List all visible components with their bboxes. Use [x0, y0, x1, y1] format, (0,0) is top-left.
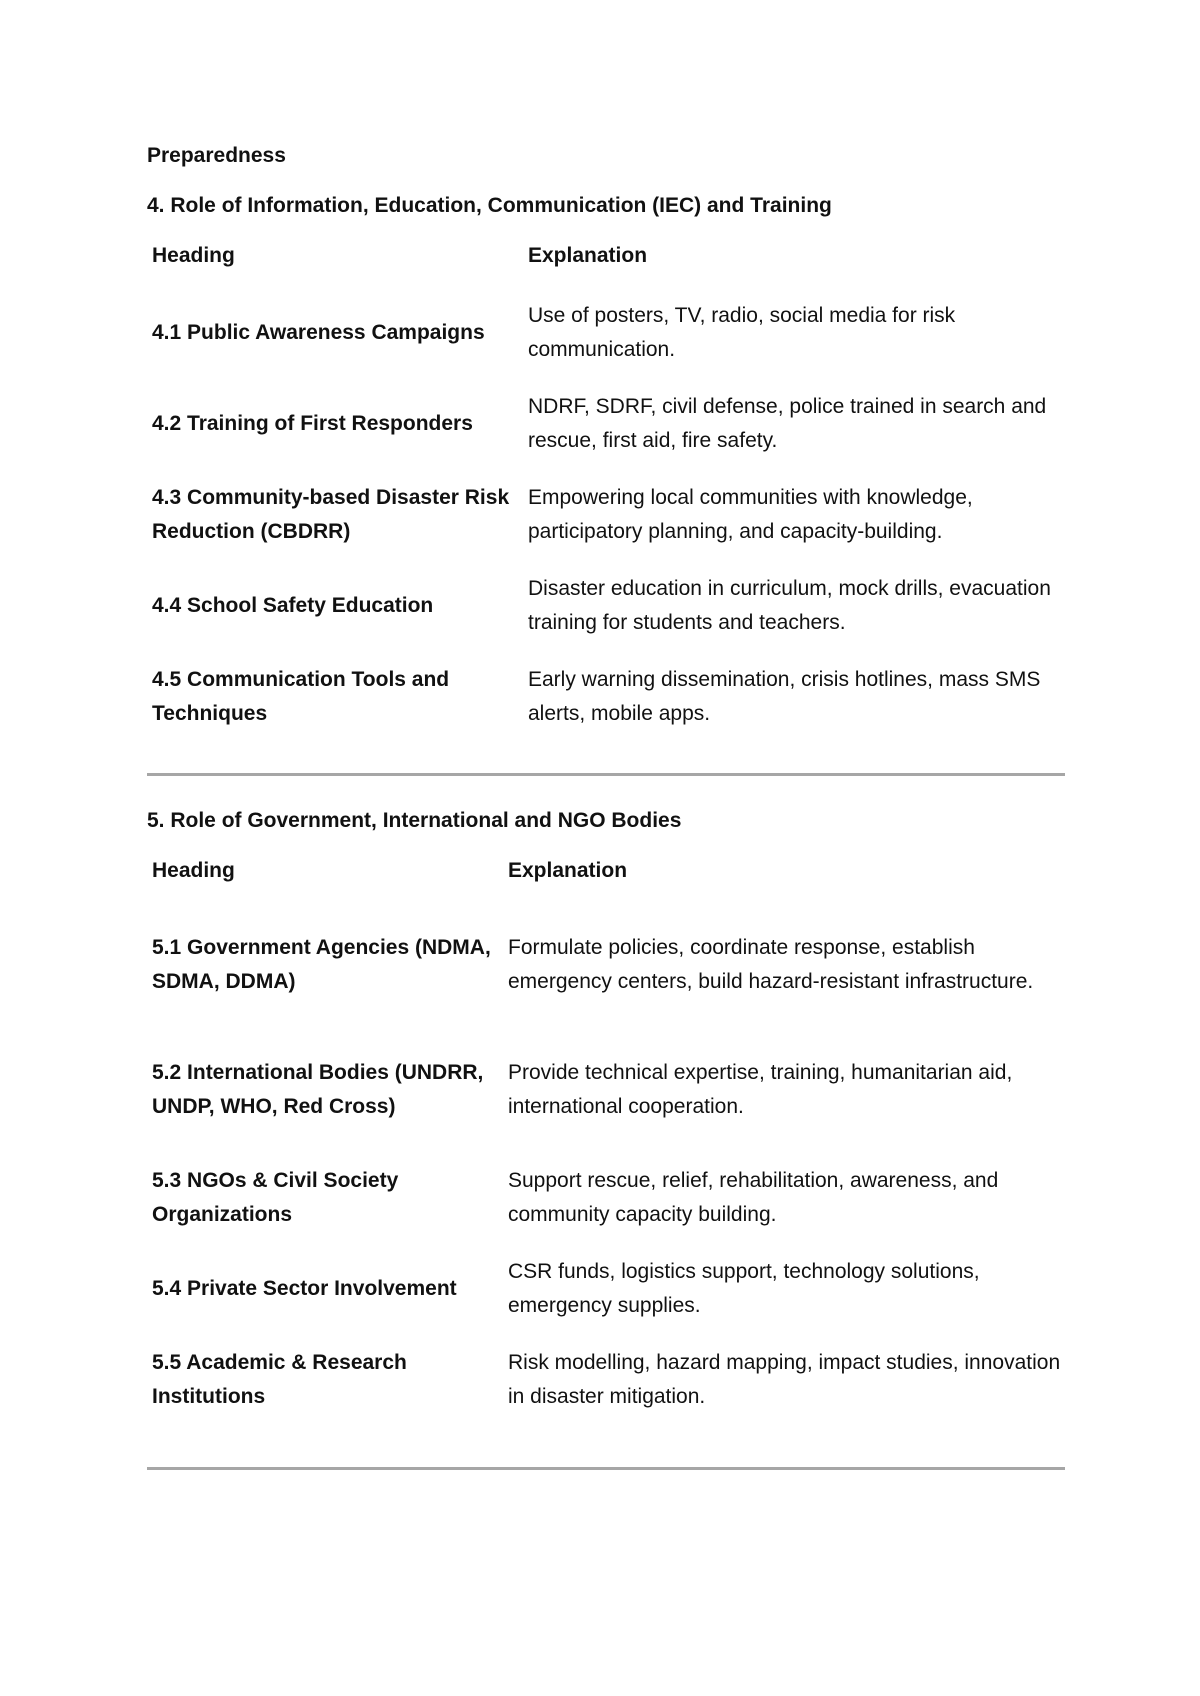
row-heading: 4.2 Training of First Responders [152, 411, 473, 435]
row-heading: 4.1 Public Awareness Campaigns [152, 320, 485, 344]
section-4-title: 4. Role of Information, Education, Communication (IEC) and Training [147, 194, 832, 217]
row-explanation: Use of posters, TV, radio, social media for risk communication. [528, 303, 956, 361]
row-heading: 5.3 NGOs & Civil Society Organizations [152, 1168, 399, 1226]
document-page [147, 143, 1065, 1470]
section-divider [147, 1467, 1065, 1470]
row-heading: 5.2 International Bodies (UNDRR, UNDP, WHO, Red Cross) [152, 1060, 484, 1118]
row-explanation: CSR funds, logistics support, technology solutions, emergency supplies. [508, 1259, 980, 1317]
section-divider [147, 773, 1065, 776]
row-heading: 5.5 Academic & Research Institutions [152, 1350, 407, 1408]
row-explanation: Early warning dissemination, crisis hotlines, mass SMS alerts, mobile apps. [528, 667, 1041, 725]
table-row [147, 560, 1065, 651]
table-row [147, 287, 1065, 378]
column-header-heading: Heading [152, 244, 235, 267]
row-heading: 4.5 Communication Tools and Techniques [152, 667, 450, 725]
table-header-row [147, 233, 1065, 287]
preparedness-label: Preparedness [147, 144, 286, 167]
row-explanation: Risk modelling, hazard mapping, impact studies, innovation in disaster mitigation. [508, 1350, 1061, 1408]
row-heading: 5.1 Government Agencies (NDMA, SDMA, DDMA) [152, 935, 491, 993]
section-5-title: 5. Role of Government, International and NGO Bodies [147, 809, 682, 832]
row-explanation: NDRF, SDRF, civil defense, police trained in search and rescue, first aid, fire safety. [528, 394, 1047, 452]
table-row [147, 378, 1065, 469]
row-heading: 4.3 Community-based Disaster Risk Reduction (CBDRR) [152, 485, 510, 543]
table-row [147, 902, 1065, 1027]
table-row [147, 1027, 1065, 1152]
row-explanation: Support rescue, relief, rehabilitation, awareness, and community capacity building. [508, 1168, 999, 1226]
row-explanation: Provide technical expertise, training, humanitarian aid, international cooperation. [508, 1060, 1013, 1118]
row-explanation: Disaster education in curriculum, mock drills, evacuation training for students and teachers. [528, 576, 1051, 634]
row-explanation: Empowering local communities with knowledge, participatory planning, and capacity-building. [528, 485, 973, 543]
table-row [147, 651, 1065, 742]
row-explanation: Formulate policies, coordinate response, establish emergency centers, build hazard-resistant infrastructure. [508, 935, 1034, 993]
section-4-table [147, 233, 1065, 742]
row-heading: 4.4 School Safety Education [152, 593, 434, 617]
table-row [147, 469, 1065, 560]
table-row [147, 1152, 1065, 1243]
column-header-explanation: Explanation [528, 244, 648, 267]
table-header-row [147, 848, 1065, 902]
table-row [147, 1243, 1065, 1334]
column-header-heading: Heading [152, 859, 235, 882]
row-heading: 5.4 Private Sector Involvement [152, 1276, 457, 1300]
column-header-explanation: Explanation [508, 859, 628, 882]
section-5-table [147, 848, 1065, 1425]
table-row [147, 1334, 1065, 1425]
